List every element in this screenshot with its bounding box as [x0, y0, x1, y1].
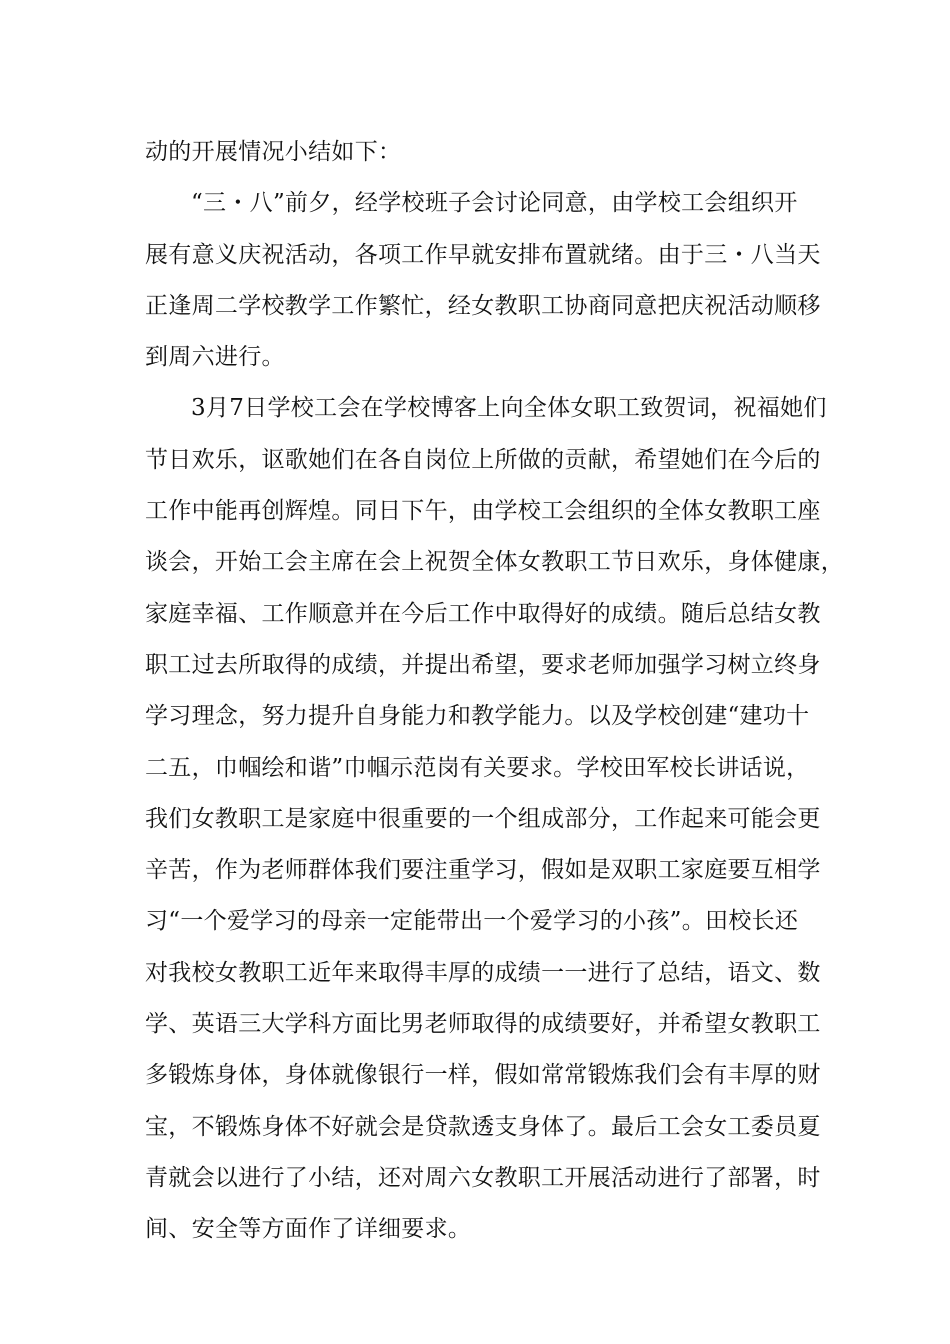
text-line-16: 习“一个爱学习的母亲一定能带出一个爱学习的小孩”。田校长还: [145, 908, 799, 935]
text-line-20: 宝，不锻炼身体不好就会是贷款透支身体了。最后工会女工委员夏: [145, 1113, 821, 1140]
text-line-22: 间、安全等方面作了详细要求。: [145, 1216, 472, 1243]
text-line-8: 工作中能再创辉煌。同日下午，由学校工会组织的全体女教职工座: [145, 498, 821, 525]
text-line-21: 青就会以进行了小结，还对周六女教职工开展活动进行了部署，时: [145, 1164, 821, 1191]
text-line-17: 对我校女教职工近年来取得丰厚的成绩一一进行了总结，语文、数: [145, 959, 821, 986]
text-line-12: 学习理念，努力提升自身能力和教学能力。以及学校创建“建功十: [145, 703, 810, 730]
document-body: [145, 127, 844, 1256]
text-line-4: 正逢周二学校教学工作繁忙，经女教职工协商同意把庆祝活动顺移: [145, 292, 821, 319]
text-line-6: 3月7日学校工会在学校博客上向全体女职工致贺词，祝福她们: [191, 395, 827, 422]
text-line-9: 谈会，开始工会主席在会上祝贺全体女教职工节日欢乐，身体健康，: [145, 549, 844, 576]
text-line-11: 职工过去所取得的成绩，并提出希望，要求老师加强学习树立终身: [145, 651, 821, 678]
text-line-1: 动的开展情况小结如下：: [145, 139, 402, 165]
text-line-2: “三・八”前夕，经学校班子会讨论同意，由学校工会组织开: [191, 190, 798, 217]
text-line-15: 辛苦，作为老师群体我们要注重学习，假如是双职工家庭要互相学: [145, 857, 821, 884]
text-line-13: 二五，巾帼绘和谐”巾帼示范岗有关要求。学校田军校长讲话说，: [145, 754, 810, 781]
text-line-5: 到周六进行。: [145, 344, 285, 371]
text-line-14: 我们女教职工是家庭中很重要的一个组成部分，工作起来可能会更: [145, 805, 821, 832]
text-line-7: 节日欢乐，讴歌她们在各自岗位上所做的贡献，希望她们在今后的: [145, 446, 821, 473]
text-line-10: 家庭幸福、工作顺意并在今后工作中取得好的成绩。随后总结女教: [145, 600, 821, 627]
text-line-3: 展有意义庆祝活动，各项工作早就安排布置就绪。由于三・八当天: [145, 241, 821, 268]
text-line-19: 多锻炼身体，身体就像银行一样，假如常常锻炼我们会有丰厚的财: [145, 1062, 821, 1089]
text-line-18: 学、英语三大学科方面比男老师取得的成绩要好，并希望女教职工: [145, 1011, 821, 1038]
